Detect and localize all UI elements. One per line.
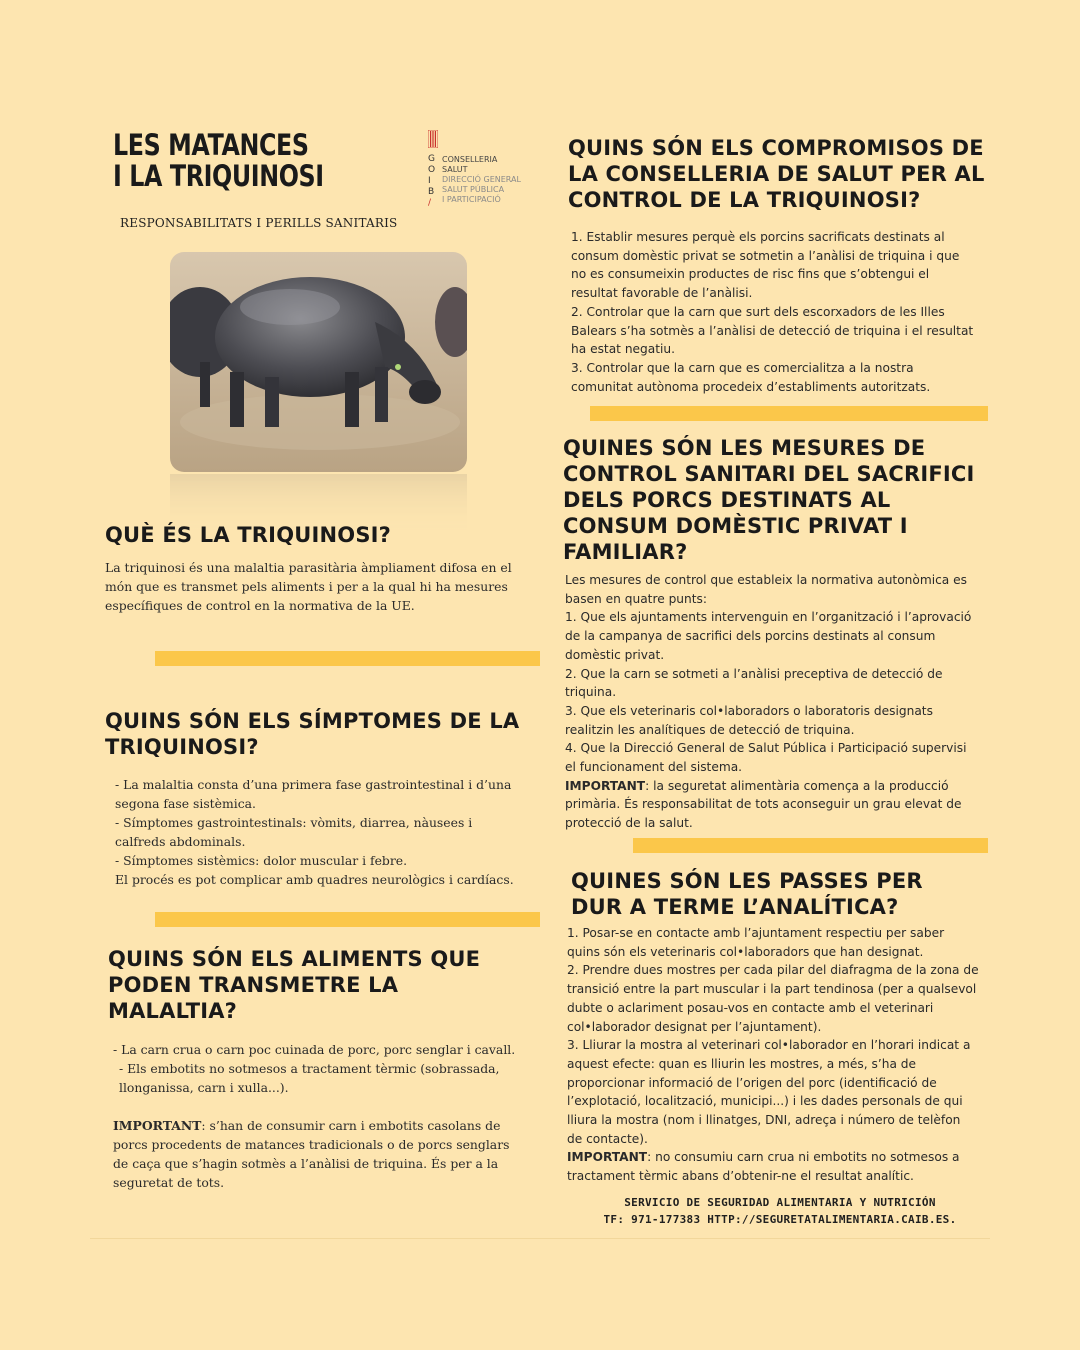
foods-important xyxy=(113,1116,528,1192)
foods-list xyxy=(113,1040,528,1192)
logo-letter: G xyxy=(428,154,435,164)
pig-illustration xyxy=(170,252,467,472)
measures-important xyxy=(565,777,980,833)
symptoms-item: - Símptomes gastrointestinals: vòmits, diarrea, nàusees i calfreds abdominals. xyxy=(115,815,473,849)
steps-item: 2. Prendre dues mostres per cada pilar del diafragma de la zona de transició entre la part muscular i la part tendinosa (per a qualsevol dubte o aclariment posau-vos en contacte amb el veterinari col•laborador designat per l’ajuntament). xyxy=(567,963,979,1034)
logo-slash: / xyxy=(428,198,432,208)
symptoms-item: - Símptomes sistèmics: dolor muscular i febre. xyxy=(115,853,408,868)
steps-title: QUINES SÓN LES PASSES PER DUR A TERME L’ANALÍTICA? xyxy=(571,869,923,919)
measures-item: 1. Que els ajuntaments intervenguin en l’organització i l’aprovació de la campanya de sacrifici dels porcins destinats al consum domèstic privat. xyxy=(565,610,972,662)
divider-bar xyxy=(633,838,988,853)
measures-item: 3. Que els veterinaris col•laboradors o laboratoris designats realitzin les analítiques de detecció de triquina. xyxy=(565,703,933,737)
important-label: IMPORTANT xyxy=(113,1118,202,1133)
title-line-2: I LA TRIQUINOSI xyxy=(113,159,324,193)
footer-service: SERVICIO DE SEGURIDAD ALIMENTARIA Y NUTRICIÓN xyxy=(624,1196,936,1209)
crest-icon xyxy=(428,130,438,148)
bottom-rule xyxy=(90,1238,990,1239)
symptoms-list xyxy=(115,775,525,889)
steps-list xyxy=(567,924,979,1186)
important-label: IMPORTANT xyxy=(567,1150,648,1165)
commitment-item: 3. Controlar que la carn que es comercialitza a la nostra comunitat autònoma procedeix d’establiments autoritzats. xyxy=(571,360,931,394)
footer-phone-url: TF: 971-177383 HTTP://SEGURETATALIMENTARIA.CAIB.ES. xyxy=(603,1213,957,1226)
measures-item: 4. Que la Direcció General de Salut Pública i Participació supervisi el funcionament del sistema. xyxy=(565,741,967,775)
foods-title: QUINS SÓN ELS ALIMENTS QUE PODEN TRANSMETRE LA MALALTIA? xyxy=(108,947,481,1023)
steps-item: 1. Posar-se en contacte amb l’ajuntament respectiu per saber quins són els veterinaris col•laboradors que han designat. xyxy=(567,926,945,959)
logo-line: SALUT PÚBLICA xyxy=(442,185,505,194)
symptoms-item: - La malaltia consta d’una primera fase gastrointestinal i d’una segona fase sistèmica. xyxy=(115,777,512,811)
divider-bar xyxy=(590,406,988,421)
poster-subtitle: RESPONSABILITATS I PERILLS SANITARIS xyxy=(120,216,398,230)
important-text: : no consumiu carn crua ni embotits no sotmesos a tractament tèrmic abans d’obtenir-ne el resultat analític. xyxy=(567,1150,960,1184)
commitments-title: QUINS SÓN ELS COMPROMISOS DE LA CONSELLERIA DE SALUT PER AL CONTROL DE LA TRIQUINOSI? xyxy=(568,136,985,212)
what-text: La triquinosi és una malaltia parasitària àmpliament difosa en el món que es transmet pels aliments i per a la qual hi ha mesures específiques de control en la normativa de la UE. xyxy=(105,560,512,613)
logo-line: I PARTICIPACIÓ xyxy=(442,195,501,204)
foods-item: - Els embotits no sotmesos a tractament tèrmic (sobrassada, llonganissa, carn i xulla...). xyxy=(119,1061,500,1095)
divider-bar xyxy=(155,912,540,927)
logo-letter: I xyxy=(428,176,431,186)
important-label: IMPORTANT xyxy=(565,778,646,793)
footer-contact xyxy=(580,1194,980,1228)
important-text: : s’han de consumir carn i embotits casolans de porcs procedents de matances tradicionals o de porcs senglars de caça que s’hagin sotmès a l’anàlisi de triquina. És per a la seguretat de tots. xyxy=(113,1118,510,1190)
measures-item: Les mesures de control que estableix la normativa autonòmica es basen en quatre punts: xyxy=(565,573,967,606)
poster-title xyxy=(113,130,324,192)
govern-logo xyxy=(426,130,536,210)
divider-bar xyxy=(155,651,540,666)
what-title: QUÈ ÉS LA TRIQUINOSI? xyxy=(105,523,392,547)
steps-item: 3. Lliurar la mostra al veterinari col•laborador en l’horari indicat a aquest efecte: quan es lliurin les mostres, a més, s’ha de proporcionar informació de l’origen del porc (identificació de l’explotació, localització, municipi...) i les dades personals de qui lliura la mostra (nom i llinatges, DNI, adreça i número de telèfon de contacte). xyxy=(567,1038,971,1146)
logo-line: DIRECCIÓ GENERAL xyxy=(442,175,521,184)
logo-letter: O xyxy=(428,165,436,175)
logo-line: SALUT xyxy=(442,165,468,174)
measures-list xyxy=(565,571,980,833)
symptoms-title: QUINS SÓN ELS SÍMPTOMES DE LA TRIQUINOSI? xyxy=(105,709,520,759)
commitment-item: 1. Establir mesures perquè els porcins sacrificats destinats al consum domèstic privat se sotmetin a l’anàlisi de triquina i que no es consumeixin productes de risc fins que s’obtengui el resultat favorable de l’anàlisi. xyxy=(571,230,960,301)
important-text: : la seguretat alimentària comença a la producció primària. És responsabilitat de tots aconseguir un grau elevat de protecció de la salut. xyxy=(565,778,962,831)
steps-important xyxy=(567,1148,979,1185)
commitments-list xyxy=(571,228,976,396)
title-line-1: LES MATANCES xyxy=(113,128,309,162)
measures-item: 2. Que la carn se sotmeti a l’anàlisi preceptiva de detecció de triquina. xyxy=(565,666,943,700)
symptoms-item: El procés es pot complicar amb quadres neurològics i cardíacs. xyxy=(115,872,514,887)
logo-letters xyxy=(428,154,435,209)
logo-text xyxy=(442,155,521,205)
foods-item: - La carn crua o carn poc cuinada de porc, porc senglar i cavall. xyxy=(113,1042,516,1057)
commitment-item: 2. Controlar que la carn que surt dels escorxadors de les Illes Balears s’ha sotmès a l’anàlisi de detecció de triquina i el resultat ha estat negatiu. xyxy=(571,304,974,357)
logo-letter: B xyxy=(428,187,435,197)
logo-line: CONSELLERIA xyxy=(442,155,498,164)
pig-photo xyxy=(170,252,467,472)
measures-title: QUINES SÓN LES MESURES DE CONTROL SANITARI DEL SACRIFICI DELS PORCS DESTINATS AL CONSUM DOMÈSTIC PRIVAT I FAMILIAR? xyxy=(563,436,975,564)
